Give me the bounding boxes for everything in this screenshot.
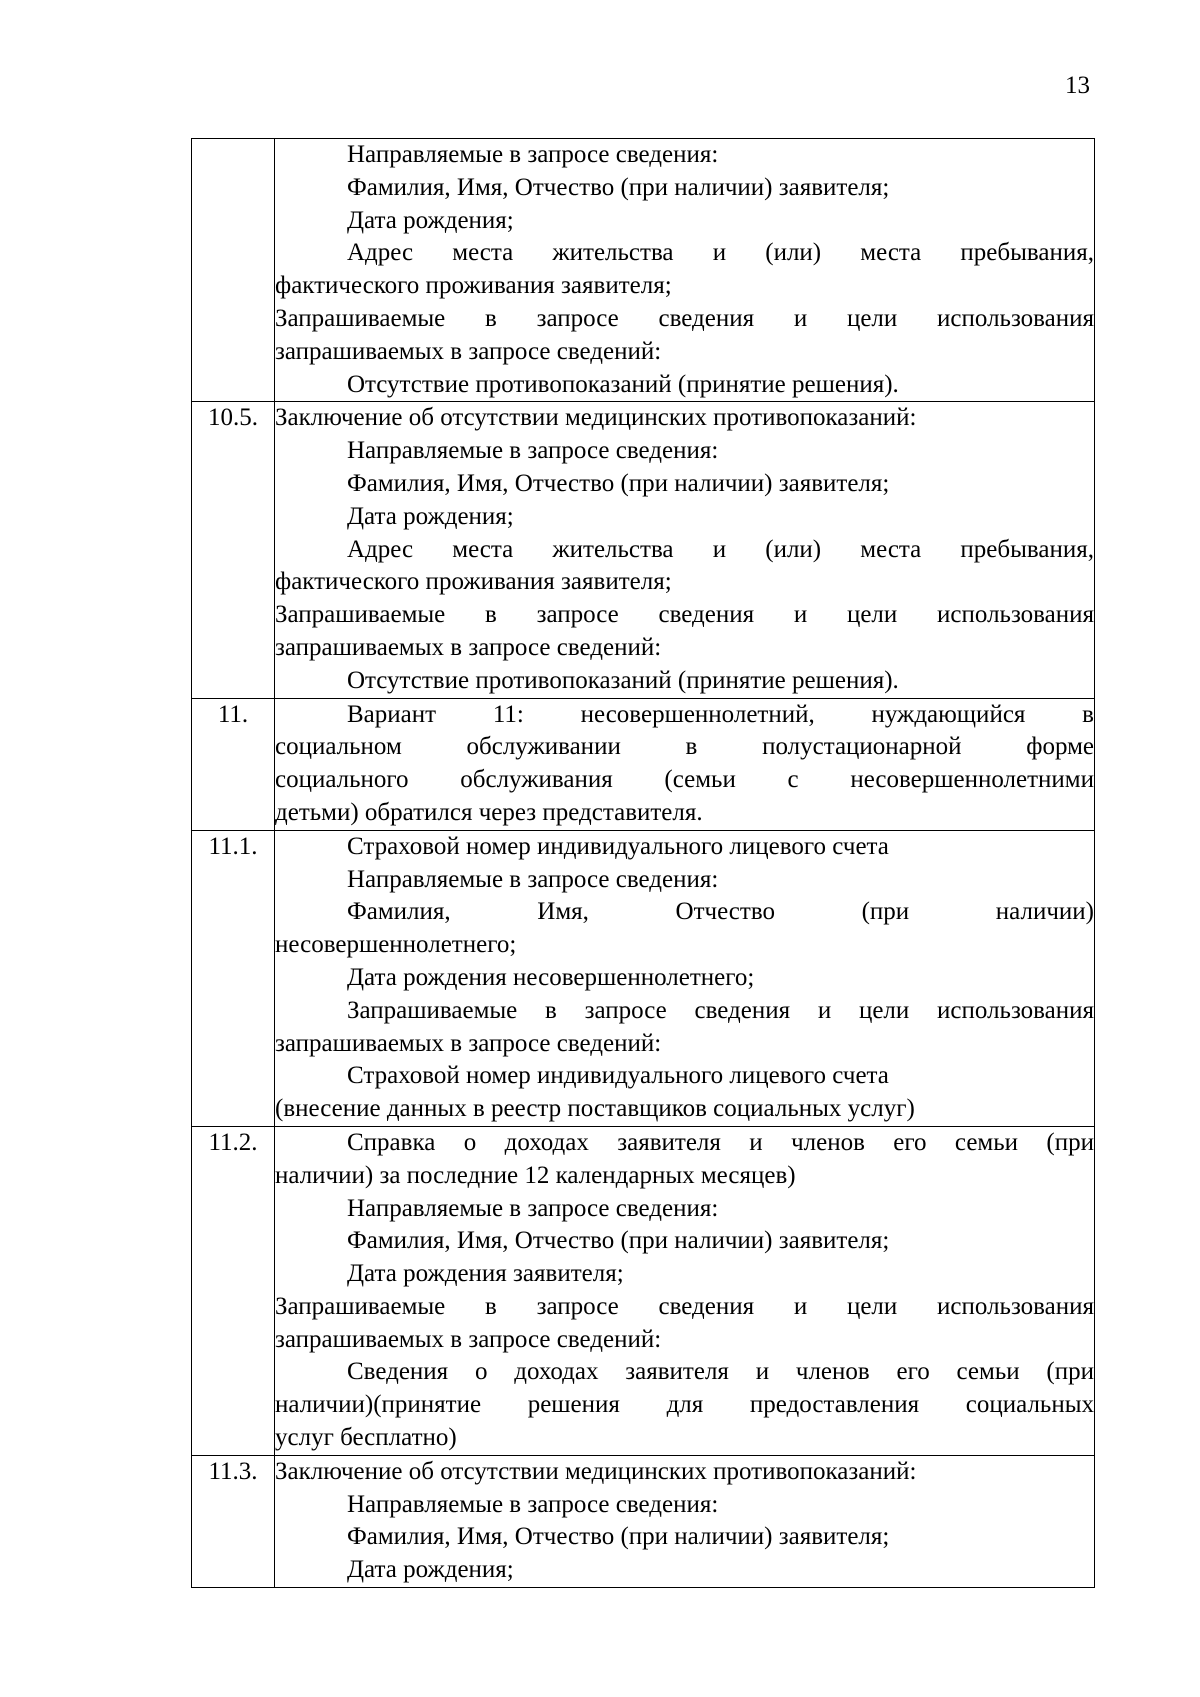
text-line: социальном обслуживании в полустационарной форме <box>275 733 1094 761</box>
text-line: запрашиваемых в запросе сведений: <box>275 1029 662 1057</box>
text-line: Отсутствие противопоказаний (принятие решения). <box>347 666 899 694</box>
text-line: Дата рождения несовершеннолетнего; <box>347 963 755 991</box>
text-line: Адрес места жительства и (или) места пребывания, <box>347 535 1094 563</box>
row-number-cell: 11.3. <box>192 1455 275 1587</box>
table-row <box>192 830 1095 1126</box>
text-line: Фамилия, Имя, Отчество (при наличии) <box>347 898 1094 926</box>
page-number: 13 <box>1065 72 1090 99</box>
text-line: наличии) за последние 12 календарных месяцев) <box>275 1161 796 1189</box>
row-content-cell <box>275 402 1095 698</box>
text-line: Направляемые в запросе сведения: <box>347 141 719 168</box>
row-content-cell <box>275 830 1095 1126</box>
text-line: запрашиваемых в запросе сведений: <box>275 633 662 661</box>
text-line: Вариант 11: несовершеннолетний, нуждающийся в <box>347 700 1094 728</box>
text-line: наличии)(принятие решения для предоставления социальных <box>275 1391 1094 1419</box>
text-line: Направляемые в запросе сведения: <box>347 865 719 893</box>
text-line: Запрашиваемые в запросе сведения и цели использования <box>275 601 1094 629</box>
row-number-cell: 11.1. <box>192 830 275 1126</box>
text-line: Справка о доходах заявителя и членов его семьи (при <box>347 1128 1094 1156</box>
table-row <box>192 139 1095 402</box>
text-line: Фамилия, Имя, Отчество (при наличии) заявителя; <box>347 469 890 497</box>
table-row <box>192 402 1095 698</box>
text-line: фактического проживания заявителя; <box>275 272 672 300</box>
row-number-cell: 11.2. <box>192 1126 275 1455</box>
text-line: Дата рождения заявителя; <box>347 1260 624 1288</box>
text-line: услуг бесплатно) <box>275 1424 457 1452</box>
text-line: Запрашиваемые в запросе сведения и цели использования <box>275 304 1094 332</box>
text-line: Заключение об отсутствии медицинских противопоказаний: <box>275 404 917 432</box>
text-line: Запрашиваемые в запросе сведения и цели использования <box>347 996 1094 1024</box>
text-line: Страховой номер индивидуального лицевого счета <box>347 832 889 860</box>
text-line: Дата рождения; <box>347 1556 514 1584</box>
text-line: несовершеннолетнего; <box>275 931 517 959</box>
table-row <box>192 1455 1095 1587</box>
text-line: Дата рождения; <box>347 502 514 530</box>
text-line: Фамилия, Имя, Отчество (при наличии) заявителя; <box>347 173 890 201</box>
row-content-cell <box>275 1455 1095 1587</box>
text-line: Дата рождения; <box>347 206 514 234</box>
text-line: Направляемые в запросе сведения: <box>347 437 719 465</box>
text-line: Страховой номер индивидуального лицевого счета <box>347 1062 889 1090</box>
text-line: Отсутствие противопоказаний (принятие решения). <box>347 370 899 398</box>
row-content-cell <box>275 139 1095 402</box>
table-row <box>192 1126 1095 1455</box>
text-line: Заключение об отсутствии медицинских противопоказаний: <box>275 1457 917 1485</box>
text-line: Сведения о доходах заявителя и членов его семьи (при <box>347 1358 1094 1386</box>
row-number-cell: 11. <box>192 698 275 830</box>
text-line: детьми) обратился через представителя. <box>275 798 703 826</box>
text-line: запрашиваемых в запросе сведений: <box>275 337 662 365</box>
row-number-cell <box>192 139 275 402</box>
text-line: запрашиваемых в запросе сведений: <box>275 1325 662 1353</box>
text-line: Фамилия, Имя, Отчество (при наличии) заявителя; <box>347 1523 890 1551</box>
text-line: (внесение данных в реестр поставщиков социальных услуг) <box>275 1095 915 1123</box>
row-number-cell: 10.5. <box>192 402 275 698</box>
table-body <box>192 139 1095 1588</box>
table-row <box>192 698 1095 830</box>
text-line: Направляемые в запросе сведения: <box>347 1490 719 1518</box>
text-line: Запрашиваемые в запросе сведения и цели использования <box>275 1292 1094 1320</box>
text-line: Фамилия, Имя, Отчество (при наличии) заявителя; <box>347 1227 890 1255</box>
services-table <box>191 138 1095 1588</box>
text-line: фактического проживания заявителя; <box>275 568 672 596</box>
text-line: Направляемые в запросе сведения: <box>347 1194 719 1222</box>
text-line: Адрес места жительства и (или) места пребывания, <box>347 239 1094 267</box>
row-content-cell <box>275 1126 1095 1455</box>
text-line: социального обслуживания (семьи с несовершеннолетними <box>275 766 1094 794</box>
row-content-cell <box>275 698 1095 830</box>
